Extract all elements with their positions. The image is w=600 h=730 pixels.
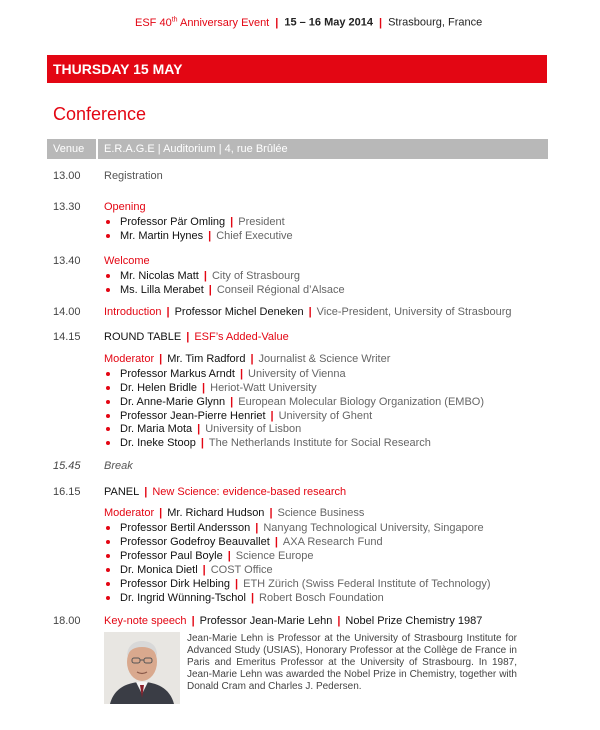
time: 14.15: [53, 331, 81, 343]
time: 18.00: [53, 615, 81, 627]
time: 15.45: [53, 460, 81, 472]
session-label: Break: [104, 460, 133, 472]
programme-page: ESF 40th Anniversary Event | 15 – 16 May 2014 | Strasbourg, France THURSDAY 15 MAY Conference Venue E.R.A.G.E | Auditorium | 4, rue Brûlée 13.00 Registration 13.30 Opening Professor Pär Omling | President Mr. Martin Hynes | Chief Executive 13.40 Welcome Mr. Nicolas Matt | City of Strasbourg Ms. Lilla Merabet | Conseil Régional d’Alsace 14.00 Introduction | Professor Michel Deneken | Vice-President, University of Strasbourg 14.15 ROUND TABLE | ESF’s Added-Value Moderator | Mr. Tim Radford | Journalist & Science Writer Professor Markus Arndt | University of Vienna Dr. Helen Bridle | Heriot-Watt University Dr. Anne-Marie Glynn | European Molecular Biology Organization (EMBO) Professor Jean-Pierre Henriet | University of Ghent Dr. Maria Mota | University of Lisbon Dr. Ineke Stoop | The Netherlands Institute for Social Research 15.45 Break 16.15 PANEL | New Science: evidence-based research Moderator | Mr. Richard Hudson | Science Business Professor Bertil Andersson | Nanyang Technological University, Singapore Professor Godefroy Beauvallet | AXA Research Fund Professor Paul Boyle | Science Europe Dr. Monica Dietl | COST Office Professor Dirk Helbing | ETH Zürich (Swiss Federal Institute of Technology) Dr. Ingrid Wünning-Tschol | Robert Bosch Foundation 18.00 Key-note speech | Professor Jean-Marie Lehn | Nobel Prize Chemistry 1987 Jean-Marie Lehn is Professor at the University of Strasbourg Institute for Advanced Study (USIAS), Honorary Professor at the Collège de France in Paris and Emeritus Professor at the University of Strasbourg. In 1987, Jean-Marie Lehn was awarded the Nobel Prize in Chemistry, together with Donald Cram and Charles J. Pedersen.: [0, 0, 600, 730]
venue-label: Venue: [53, 143, 85, 155]
session-label: Welcome: [104, 255, 150, 267]
bullet-icon: [106, 400, 110, 404]
bullet-icon: [106, 582, 110, 586]
session-label: Registration: [104, 170, 163, 182]
bullet-icon: [106, 596, 110, 600]
event-name: ESF 40th Anniversary Event: [135, 16, 270, 29]
section-title: Conference: [53, 104, 147, 124]
bullet-icon: [106, 427, 110, 431]
venue-bar: [47, 139, 548, 159]
time: 16.15: [53, 486, 81, 498]
bullet-icon: [106, 386, 110, 390]
session-label: Opening: [104, 201, 146, 213]
time: 13.30: [53, 201, 81, 213]
time: 13.40: [53, 255, 81, 267]
bullet-icon: [106, 568, 110, 572]
time: 13.00: [53, 170, 81, 182]
time: 14.00: [53, 306, 81, 318]
bullet-icon: [106, 220, 110, 224]
venue-value: E.R.A.G.E | Auditorium | 4, rue Brûlée: [104, 143, 288, 155]
event-header: ESF 40th Anniversary Event | 15 – 16 May 2014 | Strasbourg, France: [135, 16, 483, 29]
bullet-icon: [106, 526, 110, 530]
event-dates: 15 – 16 May 2014: [284, 16, 374, 29]
bullet-icon: [106, 441, 110, 445]
bullet-icon: [106, 372, 110, 376]
bullet-icon: [106, 540, 110, 544]
bullet-icon: [106, 554, 110, 558]
speaker-bio: Jean-Marie Lehn is Professor at the University of Strasbourg Institute for Advanced Study (USIAS), Honorary Professor at the Collège de France in Paris and Emeritus Professor at the University of Strasbourg. In 1987, Jean-Marie Lehn was awarded the Nobel Prize in Chemistry, together with Donald Cram and Charles J. Pedersen.: [187, 633, 517, 692]
bullet-icon: [106, 274, 110, 278]
event-location: Strasbourg, France: [388, 16, 483, 29]
bullet-icon: [106, 414, 110, 418]
bullet-icon: [106, 234, 110, 238]
speaker-photo: [104, 632, 180, 704]
bullet-icon: [106, 288, 110, 292]
day-banner: THURSDAY 15 MAY: [47, 55, 547, 83]
